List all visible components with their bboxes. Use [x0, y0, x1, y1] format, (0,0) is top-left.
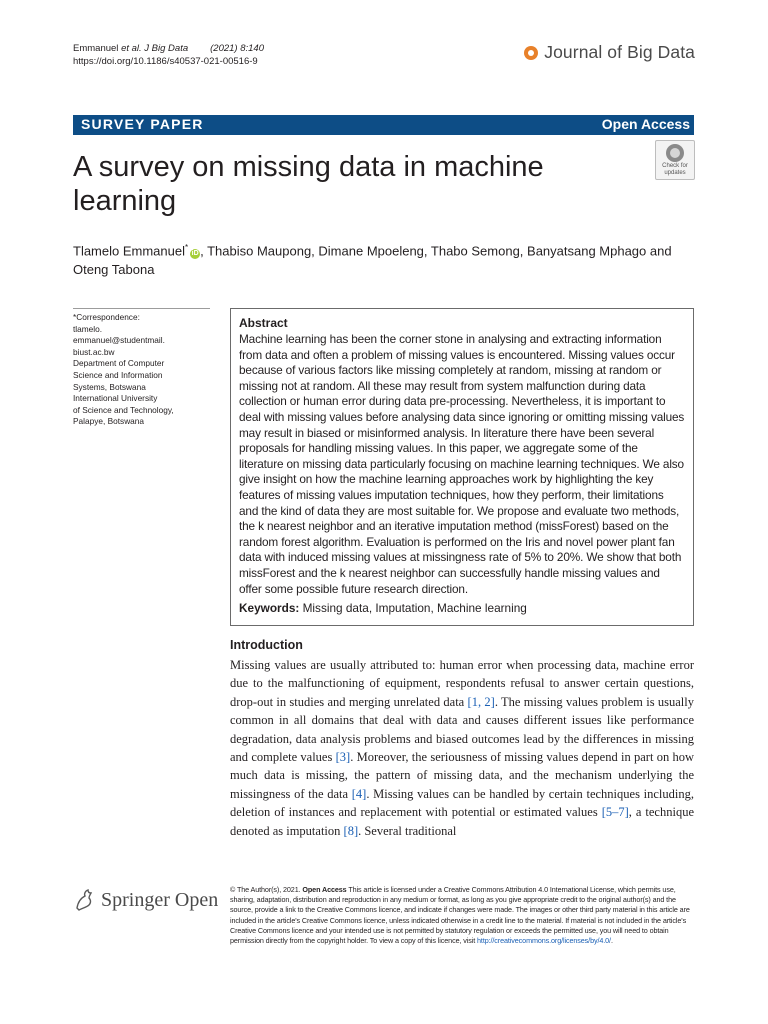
intro-text: . Missing values can be handled by certain techniques including, deletion of instances and replacement with potential or estimated values	[230, 786, 694, 820]
intro-text: Missing values are usually attributed to: human error when processing data, machine error due to the malfunctioning of equipment, respondents refusal to answer certain questions, drop-out in studies and merging unrelated data	[230, 658, 694, 709]
check-updates-line-2: updates	[664, 169, 686, 176]
citation-link[interactable]: [3]	[335, 750, 351, 765]
citation-link[interactable]: [5–7]	[601, 805, 629, 820]
license-link[interactable]: http://creativecommons.org/licenses/by/4.0/	[477, 936, 611, 946]
abstract-box	[230, 308, 694, 626]
correspondence: *Correspondence: tlamelo. emmanuel@studentmail. biust.ac.bw	[73, 312, 165, 357]
springer-open-logo[interactable]	[73, 888, 218, 912]
introduction-body	[230, 656, 694, 840]
keywords-label: Keywords:	[239, 601, 300, 616]
citation-year: (2021) 8:140	[210, 43, 264, 54]
keywords-list: Missing data, Imputation, Machine learning	[302, 601, 527, 616]
license-open-access: Open Access	[302, 885, 347, 894]
journal-brand[interactable]	[524, 42, 695, 63]
abstract-body: Machine learning has been the corner stone in analysing and extracting information from data and often a problem of missing values is encountered. Missing values occur because of various factors like missing completely at random, missing at random or missing not at random. All these may result from system malfunction during data collection or human error during data pre-processing. Nevertheless, it is important to deal with missing values before analysing data since ignoring or omitting missing values may result in biased or misinformed analysis. In literature there have been several proposals for handling missing values. In this paper, we aggregate some of the literature on missing data particularly focusing on machine learning techniques. We also give insight on how the machine learning approaches work by highlighting the key features of missing values imputation techniques, how they perform, their limitations and the kind of data they are most suitable for. We propose and evaluate two methods, the k nearest neighbor and an iterative imputation method (missForest) based on the random forest algorithm. Evaluation is performed on the Iris and novel power plant fan data with induced missing values at missingness rate of 5% to 20%. We show that both missForest and the k nearest neighbor can successfully handle missing values and offer some possible future research direction.	[239, 332, 685, 596]
journal-name: Journal of Big Data	[544, 42, 695, 62]
article-type-band	[73, 115, 694, 135]
affiliation: Department of Computer Science and Information Systems, Botswana International University of Science and Technology, Palapye, Botswana	[73, 358, 174, 427]
correspondence-sidebar	[73, 308, 210, 428]
paper-title: A survey on missing data in machine learning	[73, 151, 544, 217]
keywords	[239, 601, 685, 616]
open-access-label: Open Access	[601, 116, 690, 132]
intro-text: . The missing values problem is usually common in all domains that deal with data and causes different issues like performance degradation, data analysis problems and biased outcomes lead by the differences in missing and complete values	[230, 694, 694, 765]
open-word: Open	[169, 888, 219, 911]
license-copyright: © The Author(s), 2021.	[230, 885, 303, 894]
orcid-icon[interactable]: iD	[191, 250, 199, 258]
introduction-heading: Introduction	[230, 638, 303, 652]
author-rest: , Thabiso Maupong, Dimane Mpoeleng, Thabo Semong, Banyatsang Mphago and Oteng Tabona	[73, 243, 672, 278]
check-for-updates-button[interactable]	[655, 140, 695, 180]
springer-word: Springer	[101, 888, 170, 911]
corresponding-mark: *	[185, 243, 189, 252]
check-updates-line-1: Check for	[662, 163, 688, 169]
springer-horse-icon	[73, 888, 95, 912]
abstract-heading: Abstract	[239, 316, 288, 330]
citation-link[interactable]: [4]	[351, 786, 367, 801]
check-updates-icon	[666, 144, 684, 162]
article-type: SURVEY PAPER	[81, 116, 204, 132]
author-first[interactable]: Tlamelo Emmanuel	[73, 243, 185, 259]
journal-logo-icon	[524, 46, 538, 60]
doi-link[interactable]: https://doi.org/10.1186/s40537-021-00516-9	[73, 56, 258, 67]
springer-wordmark	[101, 889, 218, 912]
license-end: .	[610, 936, 613, 946]
intro-text: , a technique denoted as imputation	[230, 805, 695, 838]
intro-text: . Moreover, the seriousness of missing values depend in part on how much data is missing, the pattern of missing data, and the mechanism underlying the missingness of the data	[230, 750, 694, 801]
license-body: This article is licensed under a Creative Commons Attribution 4.0 International License, which permits use, sharing, adaptation, distribution and reproduction in any medium or format, as long as you give appropriate credit to the original author(s) and the source, provide a link to the Creative Commons licence, and indicate if changes were made. The images or other third party material in this article are included in the article's Creative Commons licence, unless indicated otherwise in a credit line to the material. If material is not included in the article's Creative Commons licence and your intended use is not permitted by statutory regulation or exceeds the permitted use, you will need to obtain permission directly from the copyright holder. To view a copy of this licence, visit	[230, 885, 690, 946]
citation-author: Emmanuel	[73, 43, 122, 54]
citation-journal: et al. J Big Data	[121, 43, 189, 54]
intro-text: . Several traditional	[358, 823, 457, 838]
author-list	[73, 238, 693, 279]
citation-link[interactable]: [8]	[343, 823, 359, 838]
citation-link[interactable]: [1, 2]	[467, 694, 495, 709]
license-text	[230, 885, 694, 946]
citation-header	[73, 42, 264, 68]
